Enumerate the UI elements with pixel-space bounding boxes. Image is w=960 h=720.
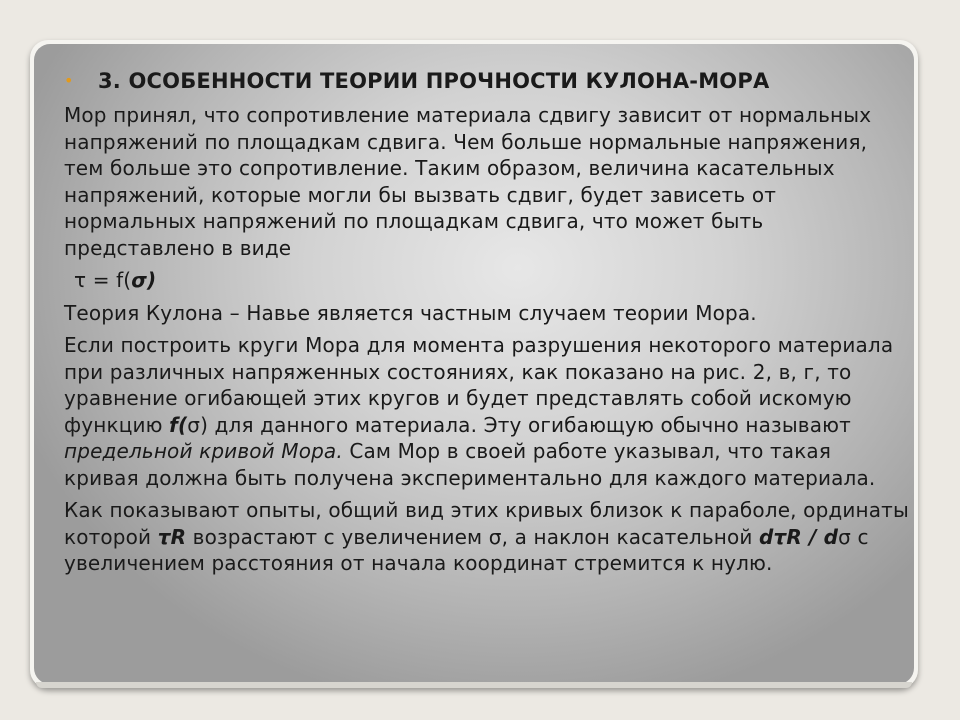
p4-text-1: Как показывают опыты, общий вид этих кривых близок к параболе, ординаты которой bbox=[64, 498, 909, 549]
heading-row bbox=[64, 66, 910, 96]
formula-lhs: τ = f( bbox=[74, 268, 132, 292]
paragraph-mohr-assumption: Мор принял, что сопротивление материала сдвигу зависит от нормальных напряжений по площадкам сдвига. Чем больше нормальные напряжения, тем больше это сопротивление. Таким образом, величина касательных напряжений, которые могли бы вызвать сдвиг, будет зависеть от нормальных напряжений по площадкам сдвига, что может быть представлено в виде bbox=[64, 103, 872, 260]
paragraph-coulomb-navier: Теория Кулона – Навье является частным случаем теории Мора. bbox=[64, 300, 757, 325]
p4-tau-r: τR bbox=[157, 524, 187, 549]
p4-text-2: возрастают с увеличением σ, а наклон касательной bbox=[186, 524, 760, 549]
slide-title: 3. ОСОБЕННОСТИ ТЕОРИИ ПРОЧНОСТИ КУЛОНА-МОРА bbox=[98, 69, 770, 93]
formula-line bbox=[64, 267, 910, 294]
formula-sigma: σ) bbox=[131, 268, 157, 292]
p3-function-f: f( bbox=[169, 412, 188, 437]
p4-text-3: σ с увеличением расстояния от начала координат стремится к нулю. bbox=[64, 524, 869, 575]
p3-italic-term: предельной кривой Мора. bbox=[64, 439, 343, 463]
paragraph-experiments bbox=[64, 497, 910, 577]
bullet-icon: • bbox=[64, 71, 74, 90]
p3-text-3: Сам Мор в своей работе указывал, что такая кривая должна быть получена экспериментально для каждого материала. bbox=[64, 439, 876, 490]
paragraph-mohr-circles bbox=[64, 332, 910, 491]
slide-frame-edge bbox=[36, 682, 912, 688]
p4-dtau-r: dτR / d bbox=[759, 524, 839, 549]
p3-text-2: σ) для данного материала. Эту огибающую обычно называют bbox=[187, 412, 851, 437]
p3-text-1: Если построить круги Мора для момента разрушения некоторого материала при различных напряженных состояниях, как показано на рис. 2, в, г, то уравнение огибающей этих кругов и будет представлять собой искомую функцию bbox=[64, 333, 894, 437]
slide-content bbox=[64, 66, 910, 583]
